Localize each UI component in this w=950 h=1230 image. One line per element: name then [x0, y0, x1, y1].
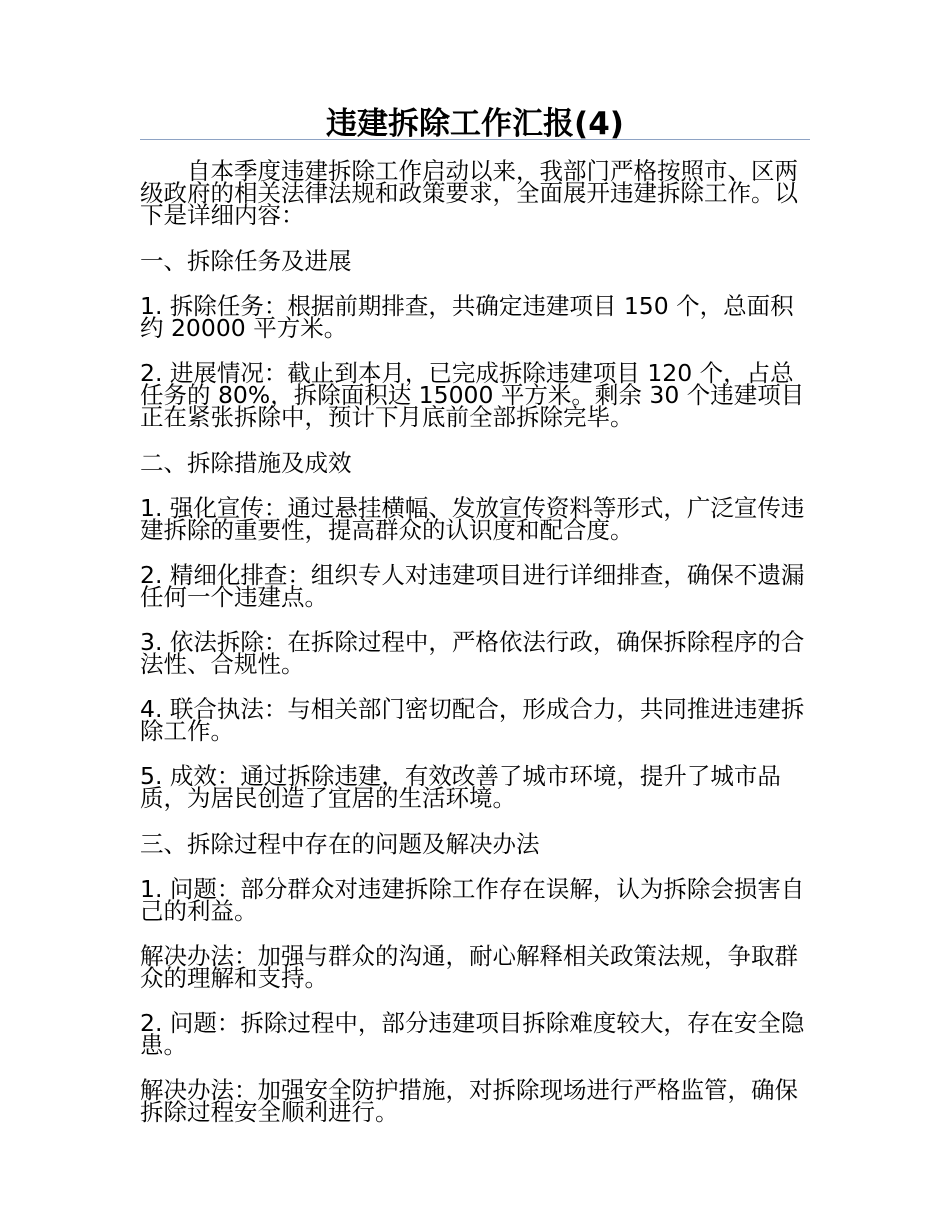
document-body — [140, 157, 812, 1146]
section-2-item-4: 4. 联合执法：与相关部门密切配合，形成合力，共同推进违建拆除工作。 — [140, 695, 805, 745]
section-2-item-1: 1. 强化宣传：通过悬挂横幅、发放宣传资料等形式，广泛宣传违建拆除的重要性，提高群众的认识度和配合度。 — [140, 494, 805, 544]
document-title: 违建拆除工作汇报(4) — [326, 106, 624, 142]
section-heading-3: 三、拆除过程中存在的问题及解决办法 — [140, 830, 540, 858]
section-heading-1: 一、拆除任务及进展 — [140, 247, 352, 275]
section-3-item-1: 1. 问题：部分群众对违建拆除工作存在误解，认为拆除会损害自己的利益。 — [140, 875, 805, 925]
title-underline — [140, 139, 810, 140]
section-3-item-3: 2. 问题：拆除过程中，部分违建项目拆除难度较大，存在安全隐患。 — [140, 1009, 805, 1059]
section-1-item-1: 1. 拆除任务：根据前期排查，共确定违建项目 150 个，总面积约 20000 平方米。 — [140, 292, 794, 342]
section-2-item-2: 2. 精细化排查：组织专人对违建项目进行详细排查，确保不遗漏任何一个违建点。 — [140, 561, 805, 611]
section-3-item-4: 解决办法：加强安全防护措施，对拆除现场进行严格监管，确保拆除过程安全顺利进行。 — [140, 1076, 798, 1126]
intro-paragraph: 自本季度违建拆除工作启动以来，我部门严格按照市、区两级政府的相关法律法规和政策要求，全面展开违建拆除工作。以下是详细内容： — [140, 157, 798, 229]
section-2-item-3: 3. 依法拆除：在拆除过程中，严格依法行政，确保拆除程序的合法性、合规性。 — [140, 628, 805, 678]
section-3-item-2: 解决办法：加强与群众的沟通，耐心解释相关政策法规，争取群众的理解和支持。 — [140, 942, 798, 992]
section-1-item-2: 2. 进展情况：截止到本月，已完成拆除违建项目 120 个，占总任务的 80%，拆除面积达 15000 平方米。剩余 30 个违建项目正在紧张拆除中，预计下月底前全部拆除完毕。 — [140, 359, 805, 431]
section-heading-2: 二、拆除措施及成效 — [140, 449, 352, 477]
section-2-item-5: 5. 成效：通过拆除违建，有效改善了城市环境，提升了城市品质，为居民创造了宜居的生活环境。 — [140, 762, 781, 812]
